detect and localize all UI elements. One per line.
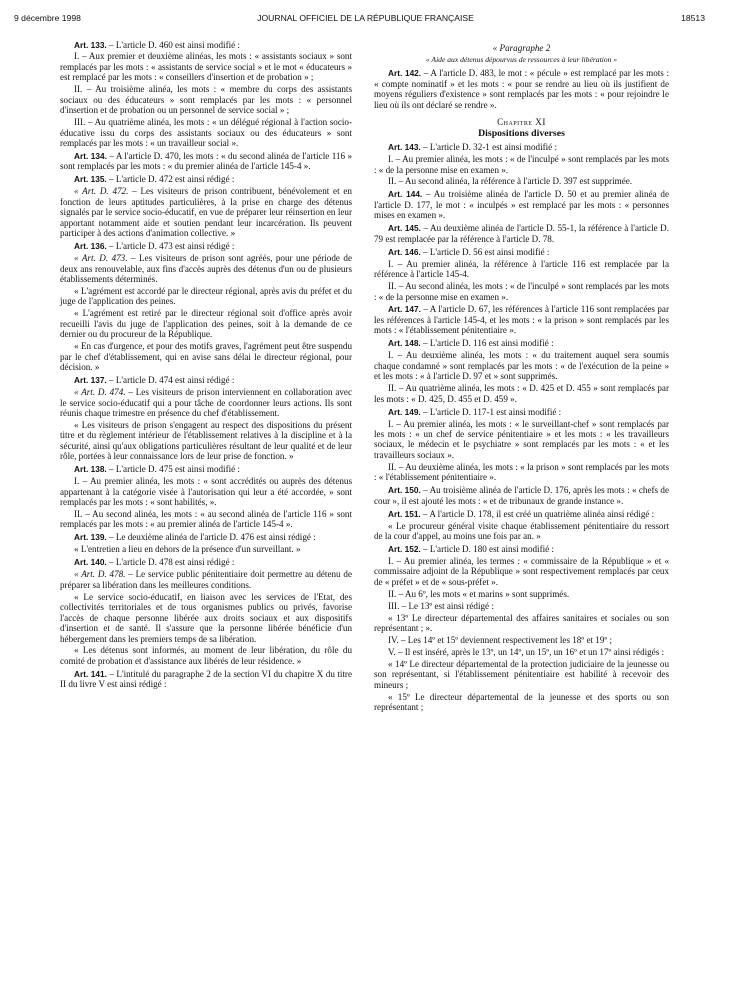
article-paragraph (374, 142, 669, 152)
text-paragraph (60, 592, 352, 644)
paragraph-text: – A l'article D. 67, les références à l'article 116 sont remplacées par les références à l'article 145-4, et les mots : « la prison » sont remplacés par les mots : « l'établissement pénitentiaire ». (374, 304, 669, 336)
article-number: Art. 150. (388, 485, 421, 496)
text-paragraph (60, 253, 352, 284)
text-paragraph (60, 509, 352, 530)
article-paragraph (60, 375, 352, 385)
paragraph-text: I. – Au premier alinéa, les termes : « commissaire de la République » et « commissaire adjoint de la République » sont respectivement remplacés par ceux de « préfet » et de « sous-préfet ». (374, 555, 669, 587)
article-number: Art. 147. (388, 304, 421, 315)
article-paragraph (374, 189, 669, 220)
journal-title: JOURNAL OFFICIEL DE LA RÉPUBLIQUE FRANÇAISE (257, 13, 474, 23)
text-paragraph (374, 659, 669, 690)
text-paragraph (60, 51, 352, 82)
page-header (0, 0, 731, 30)
article-number: Art. 136. (74, 241, 107, 252)
article-number: Art. 144. (388, 189, 423, 200)
paragraph-title: « Paragraphe 2 (492, 43, 551, 53)
text-paragraph (60, 341, 352, 372)
paragraph-text: II. – Au deuxième alinéa, les mots : « la prison » sont remplacés par les mots : « l'établissement pénitentiaire ». (374, 461, 669, 483)
article-number: Art. 143. (388, 142, 421, 153)
paragraph-text: « En cas d'urgence, et pour des motifs graves, l'agrément peut être suspendu par le chef d'établissement, qui en avise sans délai le directeur régional, pour décision. » (60, 341, 352, 373)
right-before-chapter (374, 68, 669, 110)
article-number: Art. 146. (388, 246, 421, 257)
article-paragraph (60, 241, 352, 251)
article-paragraph (374, 544, 669, 554)
article-paragraph (374, 338, 669, 348)
article-number: Art. 138. (74, 464, 107, 475)
text-paragraph (374, 281, 669, 302)
text-paragraph (374, 589, 669, 599)
paragraph-text: – L'article D. 56 est ainsi modifié : (420, 246, 550, 257)
paragraph-text: « L'entretien a lieu en dehors de la présence d'un surveillant. » (74, 544, 301, 555)
article-paragraph (374, 304, 669, 335)
paragraph-text: I. – Au premier alinéa, les mots : « sont accrédités ou auprès des détenus appartenant à la catégorie visée à l'autorisation qui leur a été accordée, » sont remplacés par les mots : « sont habilités, ». (60, 476, 352, 508)
article-paragraph (60, 669, 352, 690)
paragraph-text: « 13º Le directeur départemental des affaires sanitaires et sociales ou son représentant ; ». (374, 612, 669, 634)
text-paragraph (60, 308, 352, 339)
article-number: Art. 137. (74, 375, 107, 386)
paragraph-subtitle: « Aide aux détenus dépourvus de ressources à leur libération » (425, 54, 618, 64)
article-number: Art. 135. (74, 174, 107, 185)
article-paragraph (60, 464, 352, 474)
article-number: Art. 152. (388, 543, 421, 554)
paragraph-text: – A l'article D. 483, le mot : « pécule » est remplacé par les mots : « compte nominatif » et les mots : « pour se rendre au lieu où ils justifient de moyens réguliers d'existence » sont remplacés par les mots : « pour rejoindre le lieu où ils ont déclaré se rendre ». (374, 68, 669, 110)
paragraph-text: – L'article D. 478 est ainsi rédigé : (106, 557, 235, 568)
text-paragraph (60, 420, 352, 462)
article-paragraph (374, 509, 669, 519)
text-paragraph (374, 692, 669, 713)
text-paragraph (60, 569, 352, 590)
article-paragraph (60, 532, 352, 542)
paragraph-text: – Les visiteurs de prison interviennent en collaboration avec le service socio-éducatif qui a pour tâche de coordonner leurs actions. Ils sont réunis chaque trimestre en présence du chef d'établissement. (60, 387, 352, 418)
paragraph-text: – Les visiteurs de prison contribuent, bénévolement et en fonction de leurs aptitudes particulières, à la prise en charge des détenus signalés par le service socio-éducatif, en vue de préparer leur réinsertion en leur apportant notamment aide et soutien pendant leur incarcération. Ils peuvent participer à des actions d'animation collective. » (60, 186, 352, 239)
paragraph-text: II. – Au second alinéa, la référence à l'article D. 397 est supprimée. (388, 176, 633, 187)
article-paragraph (374, 407, 669, 417)
paragraph-text: – L'article D. 460 est ainsi modifié : (106, 39, 240, 50)
article-reference: « Art. D. 472. (74, 186, 129, 197)
article-paragraph (60, 557, 352, 567)
paragraph-text: I. – Au premier alinéa, les mots : « le surveillant-chef » sont remplacés par les mots : « un chef de service pénitentiaire » et les mots : « les travailleurs sociaux, le médecin et le psychiatre » sont remplacés par les mots : « et les travailleurs sociaux ». (374, 418, 669, 460)
article-number: Art. 141. (74, 668, 107, 679)
paragraph-text: III. – Le 13º est ainsi rédigé : (388, 600, 494, 611)
paragraph-text: « 15º Le directeur départemental de la jeunesse et des sports ou son représentant ; (374, 691, 669, 713)
article-number: Art. 140. (74, 557, 107, 568)
article-paragraph (374, 247, 669, 257)
paragraph-text: « Le service socio-éducatif, en liaison avec les services de l'Etat, des collectivités territoriales et de tous organismes publics ou privés, favorise l'accès de chaque personne libérée aux droits sociaux et aux dispositifs d'insertion et de santé. Il s'assure que la personne libérée bénéficie d'un hébergement dans les premiers temps de sa libération. (60, 591, 352, 644)
text-paragraph (60, 544, 352, 554)
text-paragraph (60, 476, 352, 507)
article-paragraph (60, 151, 352, 172)
article-number: Art. 148. (388, 338, 421, 349)
paragraph-text: « Les détenus sont informés, au moment de leur libération, du rôle du comité de probation et d'assistance aux libérés de leur résidence. » (60, 645, 352, 666)
publication-date: 9 décembre 1998 (14, 13, 81, 23)
text-paragraph (374, 350, 669, 381)
text-paragraph (374, 601, 669, 611)
text-paragraph (60, 387, 352, 418)
text-paragraph (60, 286, 352, 307)
paragraph-text: – L'article D. 116 est ainsi modifié : (420, 338, 554, 349)
paragraph-text: – A l'article D. 470, les mots : « du second alinéa de l'article 116 » sont remplacés par les mots : « du premier alinéa de l'article 145-4 ». (60, 151, 352, 172)
text-paragraph (374, 647, 669, 657)
article-number: Art. 145. (388, 223, 421, 234)
left-column (60, 37, 352, 691)
paragraph-text: I. – Au deuxième alinéa, les mots : « du traitement auquel sera soumis chaque condamné » sont remplacés par les mots : « de l'exécution de la peine » et les mots : « à l'article D. 97 et » sont supprimés. (374, 350, 669, 382)
paragraph-text: – Au troisième alinéa de l'article D. 50 et au premier alinéa de l'article D. 177, le mot : « inculpés » est remplacé par les mots : « personnes mises en examen ». (374, 189, 669, 221)
paragraph-text: II. – Au second alinéa, les mots : « de l'inculpé » sont remplacés par les mots : « de la personne mise en examen ». (374, 281, 669, 302)
paragraph-text: I. – Au premier alinéa, les mots : « de l'inculpé » sont remplacés par les mots : « de la personne mise en examen ». (374, 154, 669, 175)
text-paragraph (374, 462, 669, 483)
paragraph-text: IV. – Les 14º et 15º deviennent respectivement les 18º et 19º ; (388, 635, 612, 646)
article-number: Art. 139. (74, 532, 107, 543)
article-paragraph (374, 485, 669, 506)
text-paragraph (374, 383, 669, 404)
paragraph-text: « Le procureur général visite chaque établissement pénitentiaire du ressort de la cour d'appel, au moins une fois par an. » (374, 520, 669, 542)
article-reference: « Art. D. 473. (74, 253, 128, 264)
paragraph-text: III. – Au quatrième alinéa, les mots : « un délégué régional à l'action socio-éducative issu du corps des assistants sociaux ou des éducateurs » sont remplacés par les mots : « un travailleur social ». (60, 117, 352, 149)
article-number: Art. 149. (388, 406, 421, 417)
paragraph-text: – L'article D. 117-1 est ainsi modifié : (420, 406, 562, 417)
article-number: Art. 134. (74, 151, 107, 162)
paragraph-text: – Au troisième alinéa de l'article D. 176, après les mots : « chefs de cour », il est ajouté les mots : « et de tribunaux de grande instance ». (374, 485, 669, 506)
article-number: Art. 142. (388, 68, 422, 79)
paragraph-text: – Le deuxième alinéa de l'article D. 476 est ainsi rédigé : (106, 532, 316, 543)
text-paragraph (60, 186, 352, 238)
text-paragraph (374, 419, 669, 461)
section-heading: Dispositions diverses (478, 128, 565, 140)
article-number: Art. 151. (388, 508, 421, 519)
paragraph-text: « L'agrément est accordé par le directeur régional, après avis du préfet et du juge de l'application des peines. (60, 285, 352, 307)
article-number: Art. 133. (74, 39, 107, 50)
paragraph-text: – A l'article D. 178, il est créé un quatrième alinéa ainsi rédigé : (420, 508, 655, 519)
article-reference: « Art. D. 474. (74, 387, 126, 398)
right-column (374, 37, 669, 714)
paragraph-text: II. – Au 6º, les mots « et marins » sont supprimés. (388, 588, 570, 599)
page-number: 18513 (681, 13, 705, 23)
paragraph-text: – L'article D. 475 est ainsi modifié : (106, 464, 240, 475)
text-paragraph (374, 259, 669, 280)
paragraph-text: – L'intitulé du paragraphe 2 de la section VI du chapitre X du titre II du livre V est ainsi rédigé : (60, 668, 352, 690)
text-paragraph (374, 521, 669, 542)
paragraph-text: « Les visiteurs de prison s'engagent au respect des dispositions du présent titre et du règlement intérieur de l'établissement relatives à la discipline et à la sécurité, ainsi qu'aux obligations particulières résultant de leur qualité et de leur rôle, portées à leur connaissance lors de leur prise de fonction. » (60, 419, 352, 462)
text-paragraph (60, 84, 352, 115)
text-paragraph (60, 117, 352, 148)
article-paragraph (60, 40, 352, 50)
paragraph-text: II. – Au quatrième alinéa, les mots : « D. 425 et D. 455 » sont remplacés par les mots : « D. 425, D. 455 et D. 459 ». (374, 383, 669, 404)
paragraph-text: – Les visiteurs de prison sont agréés, pour une période de deux ans renouvelable, aux fins d'accès auprès des détenus d'un ou de plusieurs établissements déterminés. (60, 253, 352, 285)
chapter-heading: Chapitre XI (497, 117, 546, 128)
text-paragraph (374, 176, 669, 186)
text-paragraph (374, 154, 669, 175)
article-paragraph (374, 223, 669, 244)
paragraph-text: – Le service public pénitentiaire doit permettre au détenu de préparer sa libération dans les meilleures conditions. (60, 569, 352, 590)
paragraph-text: – L'article D. 474 est ainsi rédigé : (106, 375, 235, 386)
right-after-chapter (374, 142, 669, 713)
paragraph-text: I. – Aux premier et deuxième alinéas, les mots : « assistants sociaux » sont remplacés par les mots : « assistants de service social » et le mot « éducateurs » est remplacé par les mots : « conseillers d'insertion et de probation » ; (60, 51, 352, 83)
paragraph-text: – L'article D. 180 est ainsi modifié : (420, 543, 554, 554)
text-paragraph (374, 635, 669, 645)
paragraph-text: II. – Au second alinéa, les mots : « au second alinéa de l'article 116 » sont remplacés par les mots : « au premier alinéa de l'article 145-4 ». (60, 509, 352, 530)
paragraph-text: – Au deuxième alinéa de l'article D. 55-1, la référence à l'article D. 79 est remplacée par la référence à l'article D. 78. (374, 223, 669, 244)
article-paragraph (374, 68, 669, 110)
article-paragraph (60, 174, 352, 184)
paragraph-text: – L'article D. 473 est ainsi rédigé : (106, 241, 235, 252)
text-paragraph (374, 613, 669, 634)
paragraph-text: II. – Au troisième alinéa, les mots : « membre du corps des assistants sociaux ou des éducateurs » sont remplacés par les mots : « personnel d'insertion et de probation ou un personnel de service social » ; (60, 84, 352, 116)
paragraph-text: – L'article D. 472 est ainsi rédigé : (106, 174, 235, 185)
paragraph-text: V. – Il est inséré, après le 13º, un 14º, un 15º, un 16º et un 17º ainsi rédigés : (388, 647, 665, 658)
article-reference: « Art. D. 478. (74, 569, 126, 580)
text-paragraph (374, 556, 669, 587)
paragraph-text: « L'agrément est retiré par le directeur régional soit d'office après avoir recueilli l'avis du juge de l'application des peines, soit à la demande de ce dernier ou du procureur de la République. (60, 308, 352, 340)
text-paragraph (60, 645, 352, 666)
paragraph-text: I. – Au premier alinéa, la référence à l'article 116 est remplacée par la référence à l'article 145-4. (374, 258, 669, 280)
paragraph-text: – L'article D. 32-1 est ainsi modifié : (420, 142, 557, 153)
paragraph-text: « 14º Le directeur départemental de la protection judiciaire de la jeunesse ou son représentant, si l'établissement pénitentiaire est habilité à recevoir des mineurs ; (374, 659, 669, 690)
